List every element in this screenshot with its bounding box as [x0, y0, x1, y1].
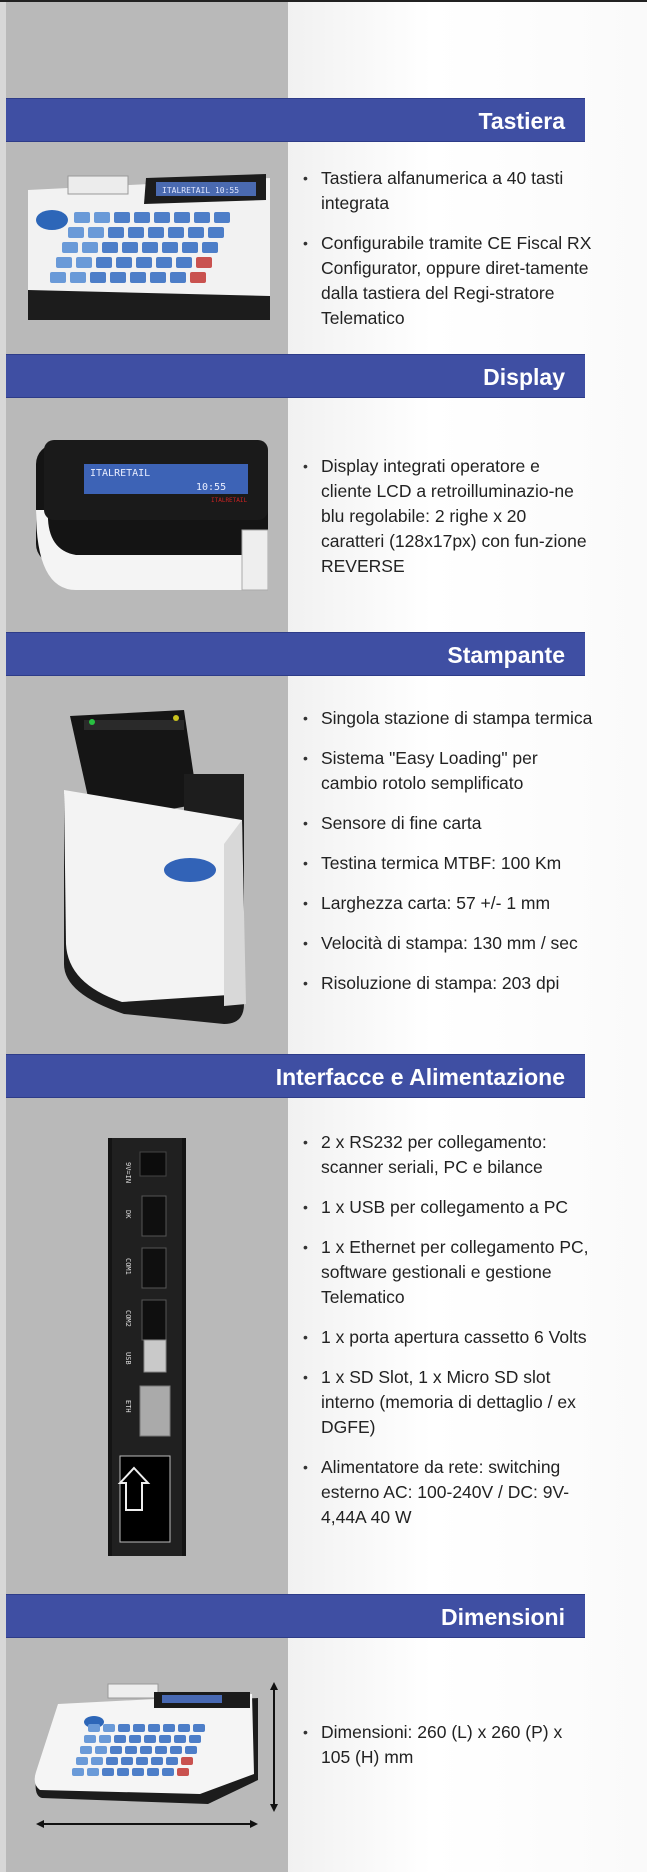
- keypad-key: [68, 227, 84, 238]
- keypad-key: [95, 1746, 107, 1754]
- keypad-key: [90, 272, 106, 283]
- section-header-dimensioni: Dimensioni: [6, 1594, 585, 1638]
- port-label: 9V=IN: [124, 1162, 132, 1184]
- keypad-key: [114, 212, 130, 223]
- keypad-key: [121, 1757, 133, 1765]
- keypad-key: [162, 1768, 174, 1776]
- keypad-key: [148, 227, 164, 238]
- spec-item: • Sistema "Easy Loading" per cambio rotolo semplificato: [303, 746, 593, 796]
- keyboard-image: [26, 170, 270, 327]
- top-border: [0, 0, 647, 2]
- section-header-tastiera: Tastiera: [6, 98, 585, 142]
- ports-panel-image: [108, 1138, 186, 1561]
- keypad-key: [62, 242, 78, 253]
- keypad-key: [72, 1768, 84, 1776]
- spec-item: • Larghezza carta: 57 +/- 1 mm: [303, 891, 593, 916]
- spec-item: • Testina termica MTBF: 100 Km: [303, 851, 593, 876]
- keypad-key: [132, 1768, 144, 1776]
- section-header-interfacce: Interfacce e Alimentazione: [6, 1054, 585, 1098]
- keypad-key: [74, 212, 90, 223]
- spec-item: • Dimensioni: 260 (L) x 260 (P) x 105 (H) mm: [303, 1720, 593, 1770]
- keypad-key: [174, 1735, 186, 1743]
- keypad-key: [182, 242, 198, 253]
- keypad-key: [94, 212, 110, 223]
- spec-item: • 1 x Ethernet per collegamento PC, software gestionali e gestione Telematico: [303, 1235, 593, 1310]
- dimensioni-list: [303, 1720, 593, 1785]
- keypad-key: [125, 1746, 137, 1754]
- spec-item: • Alimentatore da rete: switching esterno AC: 100-240V / DC: 9V-4,44A 40 W: [303, 1455, 593, 1530]
- keypad-key: [76, 1757, 88, 1765]
- keypad-key: [181, 1757, 193, 1765]
- keypad-key: [130, 272, 146, 283]
- keypad-key: [188, 227, 204, 238]
- keypad-key: [163, 1724, 175, 1732]
- register-dimensions-image: [32, 1680, 286, 1845]
- keypad-key: [193, 1724, 205, 1732]
- keypad-key: [202, 242, 218, 253]
- keypad-key: [128, 227, 144, 238]
- port-label: USB: [124, 1352, 132, 1365]
- keypad-key: [185, 1746, 197, 1754]
- keypad-key: [99, 1735, 111, 1743]
- spec-item: • Singola stazione di stampa termica: [303, 706, 593, 731]
- spec-item: • 1 x USB per collegamento a PC: [303, 1195, 593, 1220]
- keypad-key: [151, 1757, 163, 1765]
- keypad-key: [96, 257, 112, 268]
- spec-item: • Sensore di fine carta: [303, 811, 593, 836]
- keypad-key: [70, 272, 86, 283]
- keypad-key: [166, 1757, 178, 1765]
- spec-item: • Display integrati operatore e cliente LCD a retroilluminazio-ne blu regolabile: 2 righe x 20 caratteri (128x17px) con fun-zione REVERSE: [303, 454, 593, 579]
- keypad-key: [140, 1746, 152, 1754]
- keypad-key: [150, 272, 166, 283]
- keypad-key: [156, 257, 172, 268]
- section-header-stampante: Stampante: [6, 632, 585, 676]
- keypad-key: [142, 242, 158, 253]
- keypad-key: [76, 257, 92, 268]
- keypad-key: [110, 1746, 122, 1754]
- printer-image: [64, 704, 248, 1031]
- keypad-key: [82, 242, 98, 253]
- display-list: [303, 454, 593, 594]
- keypad-key: [144, 1735, 156, 1743]
- keypad-key: [176, 257, 192, 268]
- section-header-display: Display: [6, 354, 585, 398]
- keypad-key: [148, 1724, 160, 1732]
- keypad-key: [122, 242, 138, 253]
- keypad-key: [155, 1746, 167, 1754]
- spec-item: • Tastiera alfanumerica a 40 tasti integrata: [303, 166, 593, 216]
- keypad-key: [214, 212, 230, 223]
- keypad-key: [80, 1746, 92, 1754]
- keypad-key: [147, 1768, 159, 1776]
- keypad-key: [189, 1735, 201, 1743]
- lcd-line-1: ITALRETAIL: [90, 468, 151, 479]
- keypad-key: [162, 242, 178, 253]
- keypad-key: [168, 227, 184, 238]
- tastiera-list: [303, 166, 593, 346]
- keypad-key: [174, 212, 190, 223]
- keypad-key: [129, 1735, 141, 1743]
- port-label: COM1: [124, 1258, 132, 1275]
- keypad-key: [159, 1735, 171, 1743]
- keypad-key: [134, 212, 150, 223]
- svg-text:ITALRETAIL 10:55: ITALRETAIL 10:55: [162, 186, 240, 195]
- keypad-key: [194, 212, 210, 223]
- keypad-key: [177, 1768, 189, 1776]
- keypad-key: [196, 257, 212, 268]
- keypad-key: [154, 212, 170, 223]
- lcd-line-2: 10:55: [196, 482, 227, 493]
- keypad-key: [136, 1757, 148, 1765]
- keypad-key: [170, 272, 186, 283]
- keypad-key: [110, 272, 126, 283]
- keypad-key: [178, 1724, 190, 1732]
- spec-item: • Configurabile tramite CE Fiscal RX Configurator, oppure diret-tamente dalla tastiera del Regi-stratore Telematico: [303, 231, 593, 331]
- spec-item: • Velocità di stampa: 130 mm / sec: [303, 931, 593, 956]
- port-label: COM2: [124, 1310, 132, 1327]
- keypad-key: [103, 1724, 115, 1732]
- keypad-key: [190, 272, 206, 283]
- keypad-key: [117, 1768, 129, 1776]
- keypad-key: [170, 1746, 182, 1754]
- keypad-key: [106, 1757, 118, 1765]
- keypad-key: [208, 227, 224, 238]
- port-label: DK: [124, 1210, 132, 1219]
- port-label: ETH: [124, 1400, 132, 1413]
- keypad-key: [91, 1757, 103, 1765]
- svg-text:ITALRETAIL: ITALRETAIL: [211, 497, 248, 504]
- spec-item: • 1 x porta apertura cassetto 6 Volts: [303, 1325, 593, 1350]
- keypad-key: [84, 1735, 96, 1743]
- keypad-key: [136, 257, 152, 268]
- keypad-key: [87, 1768, 99, 1776]
- keypad-key: [118, 1724, 130, 1732]
- keypad-key: [102, 242, 118, 253]
- spec-item: • 2 x RS232 per collegamento: scanner seriali, PC e bilance: [303, 1130, 593, 1180]
- stampante-list: [303, 706, 593, 1011]
- keypad-key: [116, 257, 132, 268]
- interfacce-list: [303, 1130, 593, 1545]
- spec-item: • Risoluzione di stampa: 203 dpi: [303, 971, 593, 996]
- spec-item: • 1 x SD Slot, 1 x Micro SD slot interno (memoria di dettaglio / ex DGFE): [303, 1365, 593, 1440]
- keypad-key: [88, 1724, 100, 1732]
- keypad-key: [114, 1735, 126, 1743]
- keypad-key: [108, 227, 124, 238]
- keypad-key: [133, 1724, 145, 1732]
- display-image: [36, 440, 268, 601]
- keypad-key: [102, 1768, 114, 1776]
- keypad-key: [56, 257, 72, 268]
- keypad-key: [50, 272, 66, 283]
- keypad-key: [88, 227, 104, 238]
